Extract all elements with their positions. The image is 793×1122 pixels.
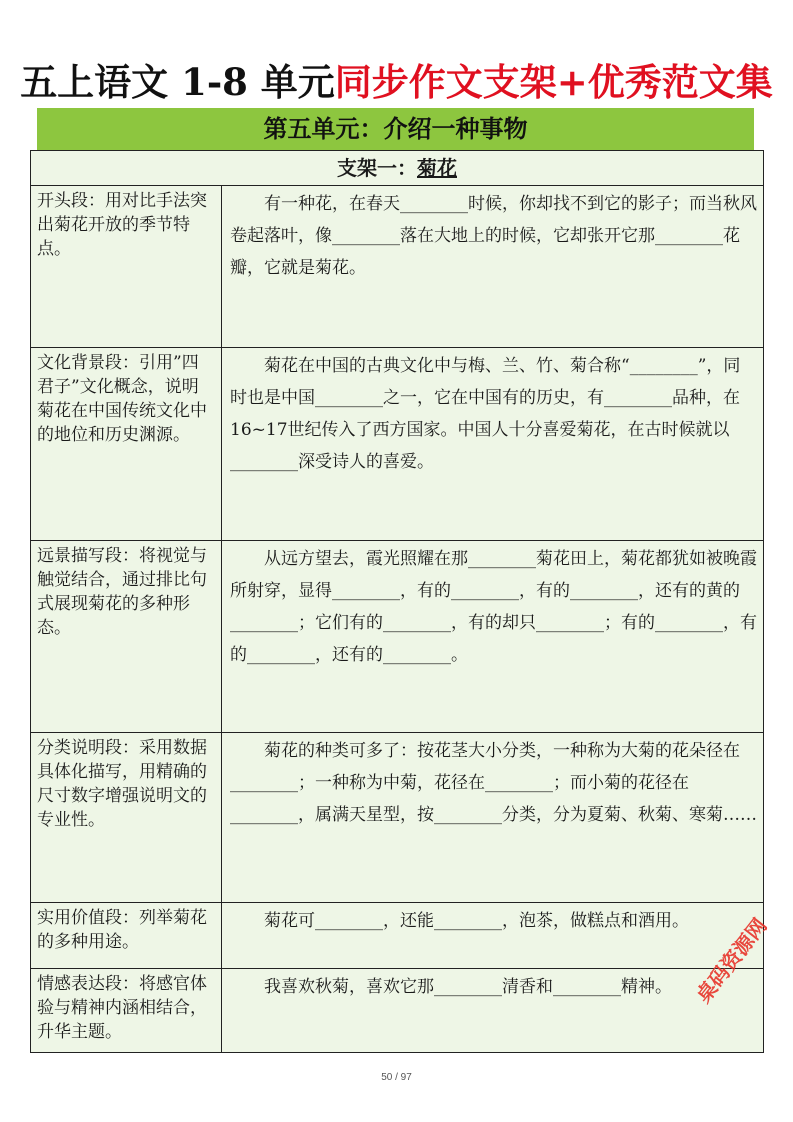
unit-heading: 第五单元：介绍一种事物 bbox=[37, 108, 754, 150]
section-description: 开头段：用对比手法突出菊花开放的季节特点。 bbox=[31, 186, 222, 348]
frame-header bbox=[31, 151, 764, 186]
title-part-black: 五上语文 1-8 单元 bbox=[20, 60, 335, 104]
frame-label: 支架一： bbox=[337, 156, 417, 180]
table-row bbox=[31, 186, 764, 348]
table-row bbox=[31, 969, 764, 1053]
section-description: 文化背景段：引用”四君子”文化概念，说明菊花在中国传统文化中的地位和历史渊源。 bbox=[31, 348, 222, 541]
section-fill-in-text: 菊花在中国的古典文化中与梅、兰、竹、菊合称“________”，同时也是中国________之一，它在中国有的历史，有________品种，在16~17世纪传入了西方国家。中国人十分喜爱菊花，在古时候就以________深受诗人的喜爱。 bbox=[222, 348, 764, 541]
section-description: 情感表达段：将感官体验与精神内涵相结合，升华主题。 bbox=[31, 969, 222, 1053]
table-row bbox=[31, 733, 764, 903]
section-fill-in-text: 菊花的种类可多了：按花茎大小分类，一种称为大菊的花朵径在________；一种称为中菊，花径在________；而小菊的花径在________，属满天星型，按________分类，分为夏菊、秋菊、寒菊…… bbox=[222, 733, 764, 903]
section-fill-in-text: 有一种花，在春天________时候，你却找不到它的影子；而当秋风卷起落叶，像________落在大地上的时候，它却张开它那________花瓣，它就是菊花。 bbox=[222, 186, 764, 348]
section-fill-in-text: 我喜欢秋菊，喜欢它那________清香和________精神。 bbox=[222, 969, 764, 1053]
frame-topic: 菊花 bbox=[417, 156, 457, 180]
frame-header-row bbox=[31, 151, 764, 186]
section-fill-in-text: 从远方望去，霞光照耀在那________菊花田上，菊花都犹如被晚霞所射穿，显得________，有的________，有的________，还有的黄的________；它们有的________，有的却只________；有的________，有的________，还有的________。 bbox=[222, 541, 764, 733]
table-row bbox=[31, 541, 764, 733]
writing-frame-table bbox=[30, 150, 764, 1053]
section-description: 分类说明段：采用数据具体化描写，用精确的尺寸数字增强说明文的专业性。 bbox=[31, 733, 222, 903]
section-description: 实用价值段：列举菊花的多种用途。 bbox=[31, 903, 222, 969]
page-number: 50 / 97 bbox=[381, 1072, 412, 1083]
table-row bbox=[31, 348, 764, 541]
section-fill-in-text: 菊花可________，还能________，泡茶，做糕点和酒用。 bbox=[222, 903, 764, 969]
section-description: 远景描写段：将视觉与触觉结合，通过排比句式展现菊花的多种形态。 bbox=[31, 541, 222, 733]
document-title bbox=[0, 56, 793, 108]
title-part-red: 同步作文支架+优秀范文集 bbox=[334, 60, 773, 104]
table-row bbox=[31, 903, 764, 969]
watermark-stamp: 桌码资源网 bbox=[691, 913, 772, 1008]
